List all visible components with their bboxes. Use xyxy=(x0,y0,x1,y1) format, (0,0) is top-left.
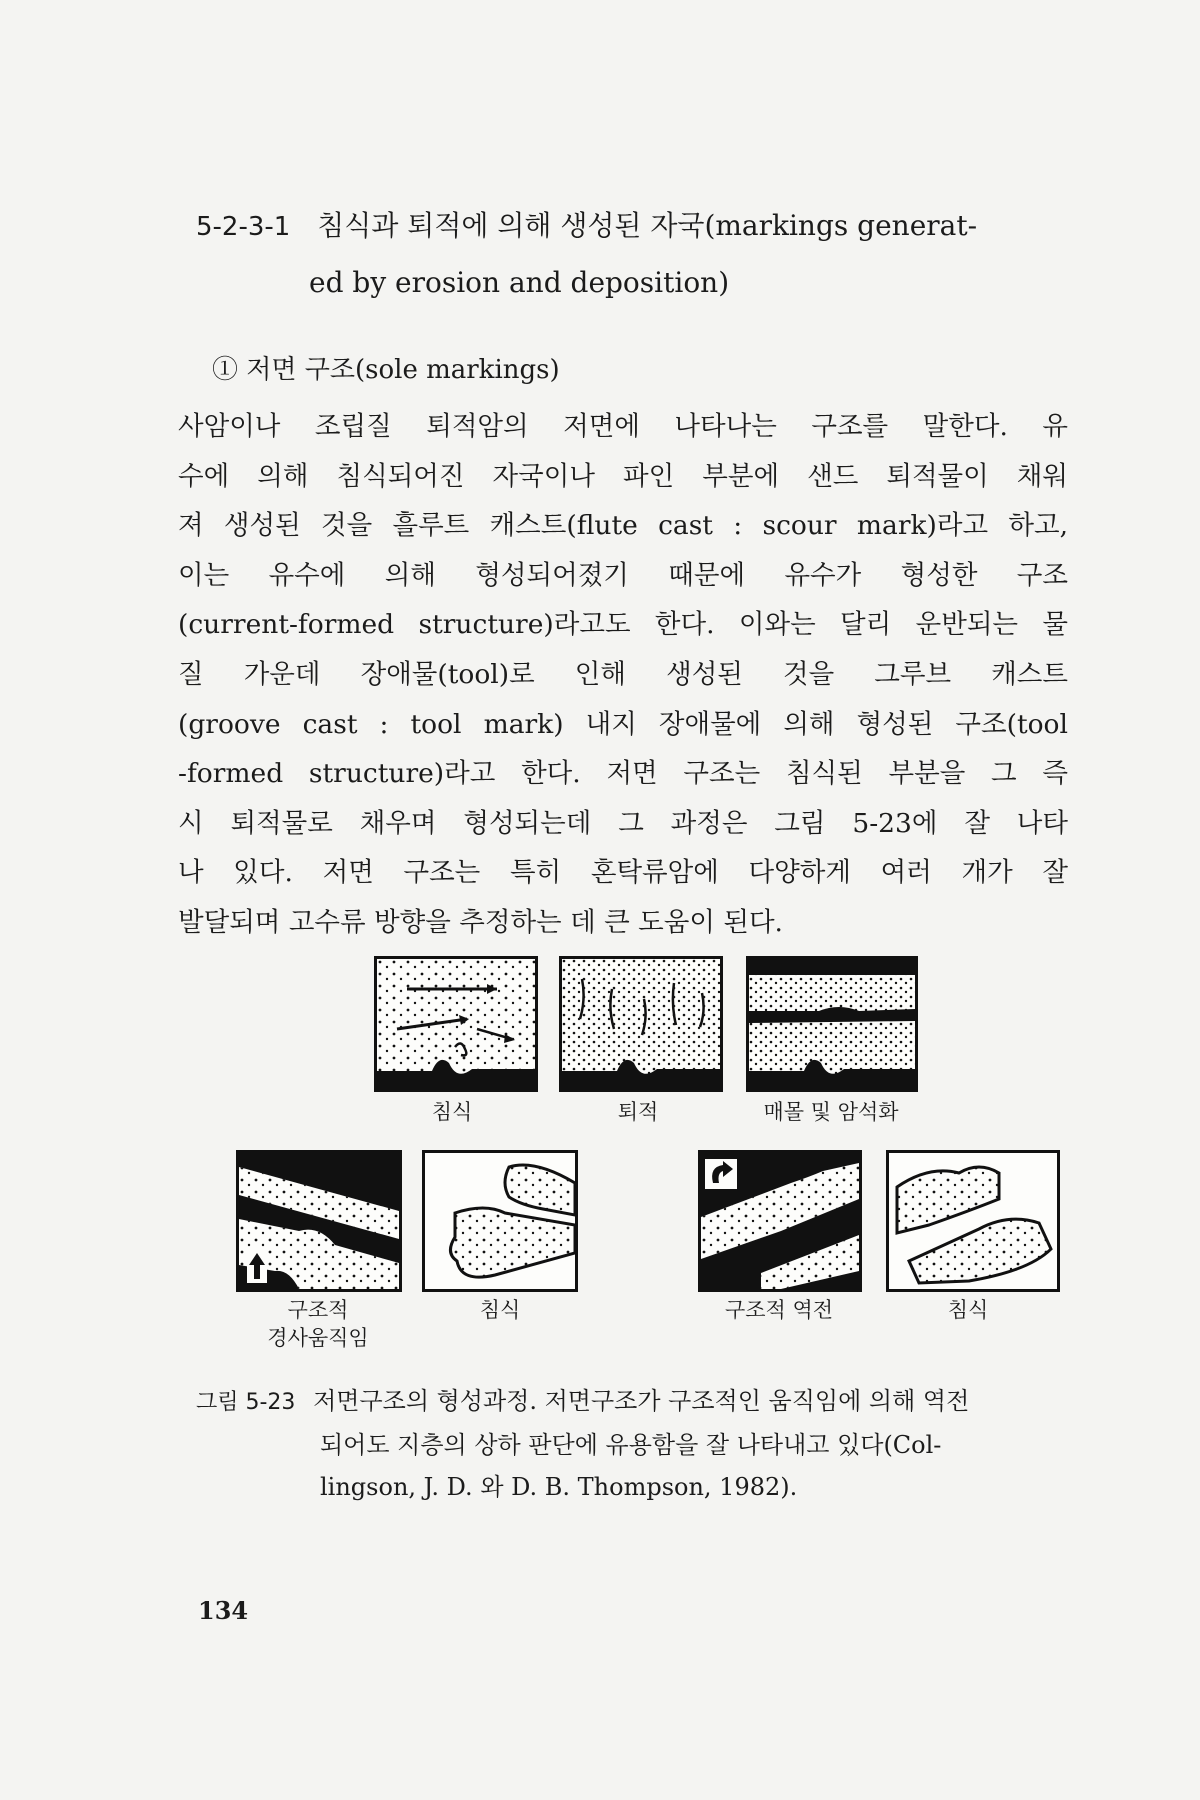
deposition-illustration xyxy=(562,959,720,1089)
erosion-illustration-3 xyxy=(889,1153,1057,1289)
erosion-panel-3 xyxy=(886,1150,1060,1292)
overturn-illustration xyxy=(701,1153,859,1289)
section-title-line2: ed by erosion and deposition) xyxy=(309,266,730,299)
label-tectonic-tilt xyxy=(248,1296,388,1352)
paragraph-line: (current-formed structure)라고도 한다. 이와는 달리 운반되는 물 xyxy=(178,609,1068,641)
label-tilt-line2: 경사움직임 xyxy=(267,1326,369,1350)
erosion-illustration xyxy=(377,959,535,1089)
body-paragraph xyxy=(178,402,1068,948)
caption-text-2: 되어도 지층의 상하 판단에 유용함을 잘 나타내고 있다(Col- xyxy=(320,1431,942,1459)
page-number: 134 xyxy=(198,1596,249,1625)
section-number: 5-2-3-1 xyxy=(196,212,291,242)
section-heading-line1 xyxy=(196,198,1076,255)
tilt-illustration xyxy=(239,1153,399,1289)
tilt-panel xyxy=(236,1150,402,1292)
section-title-line1: 침식과 퇴적에 의해 생성된 자국(markings generat- xyxy=(317,209,978,242)
burial-illustration xyxy=(749,959,915,1089)
caption-text-1: 저면구조의 형성과정. 저면구조가 구조적인 움직임에 의해 역전 xyxy=(313,1387,970,1415)
paragraph-line: 시 퇴적물로 채우며 형성되는데 그 과정은 그림 5-23에 잘 나타 xyxy=(178,807,1068,839)
erosion-panel xyxy=(374,956,538,1092)
paragraph-line: -formed structure)라고 한다. 저면 구조는 침식된 부분을 그 즉 xyxy=(178,758,1068,790)
caption-label: 그림 5-23 xyxy=(196,1390,296,1415)
label-tilt-line1: 구조적 xyxy=(287,1298,349,1322)
label-burial: 매몰 및 암석화 xyxy=(763,1100,899,1124)
paragraph-line: 질 가운데 장애물(tool)로 인해 생성된 것을 그루브 캐스트 xyxy=(178,658,1068,690)
paragraph-line: 이는 유수에 의해 형성되어졌기 때문에 유수가 형성한 구조 xyxy=(178,559,1068,591)
section-heading xyxy=(196,198,1076,311)
paragraph-line: 사암이나 조립질 퇴적암의 저면에 나타나는 구조를 말한다. 유 xyxy=(178,411,1068,442)
paragraph-line: 발달되며 고수류 방향을 추정하는 데 큰 도움이 된다. xyxy=(178,906,783,938)
erosion-illustration-2 xyxy=(425,1153,575,1289)
tectonic-overturn-panel xyxy=(698,1150,862,1292)
label-tectonic-overturn: 구조적 역전 xyxy=(724,1298,834,1322)
caption-line1 xyxy=(196,1380,1076,1424)
label-erosion: 침식 xyxy=(431,1100,473,1124)
label-erosion-2: 침식 xyxy=(479,1298,521,1322)
subsection-heading: ① 저면 구조(sole markings) xyxy=(212,355,560,385)
paragraph-line: (groove cast : tool mark) 내지 장애물에 의해 형성된 구조(tool xyxy=(178,708,1068,740)
paragraph-line: 수에 의해 침식되어진 자국이나 파인 부분에 샌드 퇴적물이 채워 xyxy=(178,460,1068,492)
figure-caption xyxy=(196,1380,1076,1508)
erosion-panel-2 xyxy=(422,1150,578,1292)
caption-text-3: lingson, J. D. 와 D. B. Thompson, 1982). xyxy=(320,1473,798,1501)
burial-lithification-panel xyxy=(746,956,918,1092)
deposition-panel xyxy=(559,956,723,1092)
label-deposition: 퇴적 xyxy=(617,1100,659,1124)
paragraph-line: 나 있다. 저면 구조는 특히 혼탁류암에 다양하게 여러 개가 잘 xyxy=(178,857,1068,889)
paragraph-line: 져 생성된 것을 흘루트 캐스트(flute cast : scour mark)라고 하고, xyxy=(178,510,1068,542)
label-erosion-3: 침식 xyxy=(947,1298,989,1322)
